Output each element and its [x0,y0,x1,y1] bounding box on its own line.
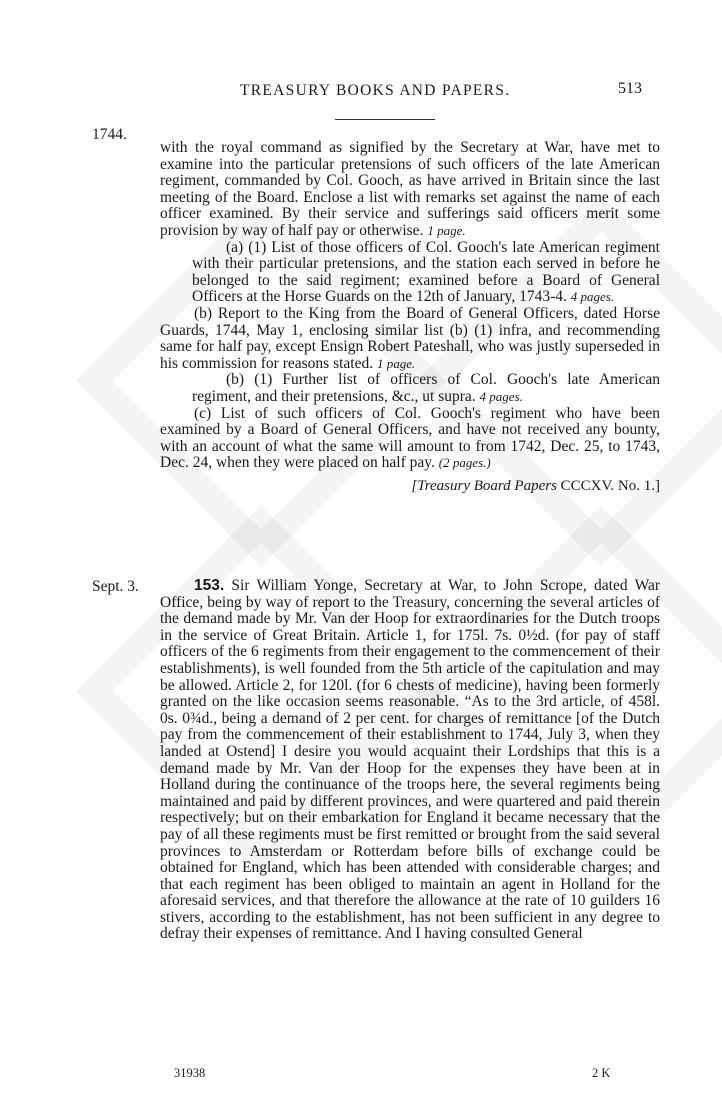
margin-date: Sept. 3. [92,578,139,595]
paragraph-5-text: (c) List of such officers of Col. Gooch's regiment who have been examined by a Board of General Officers, and have not received any bounty, with an account of what the same will amount to from 1742, Dec. 25, to 1743, Dec. 24, when they were placed on half pay. [160,404,660,472]
source-reference [160,478,660,495]
reference-series: [Treasury Board Papers [411,477,557,494]
paragraph-2-pages: 4 pages. [570,289,615,305]
main-text [160,140,660,494]
paragraph-1 [160,140,660,240]
paragraph-3 [160,306,660,372]
paragraph-5-pages: (2 pages.) [438,455,491,471]
paragraph-4 [192,372,660,405]
paragraph-2 [192,240,660,306]
paragraph-1-text: with the royal command as signified by the Secretary at War, have met to examine into the particular pretensions of such officers of the late American regiment, commanded by Col. Gooch, as have arrived in Britain since the last meeting of the Board. Enclose a list with remarks set against the name of each officer examined. By their service and sufferings said officers merit some provision by way of half pay or otherwise. [160,139,660,239]
signature-number: 31938 [174,1066,206,1080]
entry-number: 153. [194,577,225,594]
entry-153 [160,578,660,943]
paragraph-2-text: (a) (1) List of those officers of Col. Gooch's late American regiment with their particular pretensions, and the station each served in before he belonged to the said regiment; examined before a Board of General Officers at the Horse Guards on the 12th of January, 1743-4. [192,238,660,306]
paragraph-3-text: (b) Report to the King from the Board of General Officers, dated Horse Guards, 1744, May 1, enclosing similar list (b) (1) infra, and recommending same for half pay, except Ensign Robert Pateshall, who was justly superseded in his commission for reasons stated. [160,304,660,372]
paragraph-4-text: (b) (1) Further list of officers of Col. Gooch's late American regiment, and their pretensions, &c., ut supra. [192,371,660,405]
paragraph-1-pages: 1 page. [427,222,466,238]
running-title: TREASURY BOOKS AND PAPERS. [240,82,511,99]
paragraph-3-pages: 1 page. [376,355,416,371]
paragraph-5 [160,406,660,472]
header-rule [335,119,435,120]
paragraph-4-pages: 4 pages. [479,388,523,404]
page-number: 513 [618,80,642,97]
sheet-mark: 2 K [592,1066,611,1080]
reference-number: CCCXV. No. 1.] [560,477,660,494]
margin-year: 1744. [92,126,127,143]
paragraph-6-text: Sir William Yonge, Secretary at War, to John Scrope, dated War Office, being by way of report to the Treasury, concerning the several articles of the demand made by Mr. Van der Hoop for extraordinaries for the Dutch troops in the service of Great Britain. Article 1, for 175l. 7s. 0½d. (for pay of staff officers of the 6 regiments from their engagement to the commencement of their establishments), is well founded from the 5th article of the capitulation and may be allowed. Article 2, for 120l. (for 6 chests of medicine), having been formerly granted on the like occasion seems reasonable. “As to the 3rd article, of 458l. 0s. 0¾d., being a demand of 2 per cent. for charges of remittance [of the Dutch pay from the commencement of their establishment to 1744, July 3, when they landed at Ostend] I desire you would acquaint their Lordships that this is a demand made by Mr. Van der Hoop for the expenses they have been at in Holland during the continuance of the troops here, the several regiments being maintained and paid by different provinces, and were quartered and paid therein respectively; but on their embarkation for England it became necessary that the pay of all these regiments must be first remitted or brought from the said several provinces to Amsterdam or Rotterdam before bills of exchange could be obtained for England, which has been attended with considerable charges; and that each regiment has been obliged to maintain an agent in Holland for the aforesaid services, and that therefore the allowance at the rate of 10 guilders 16 stivers, according to the establishment, has not been sufficient in any degree to defray their expenses of remittance. And I having consulted General [160,577,660,943]
paragraph-6 [160,578,660,943]
